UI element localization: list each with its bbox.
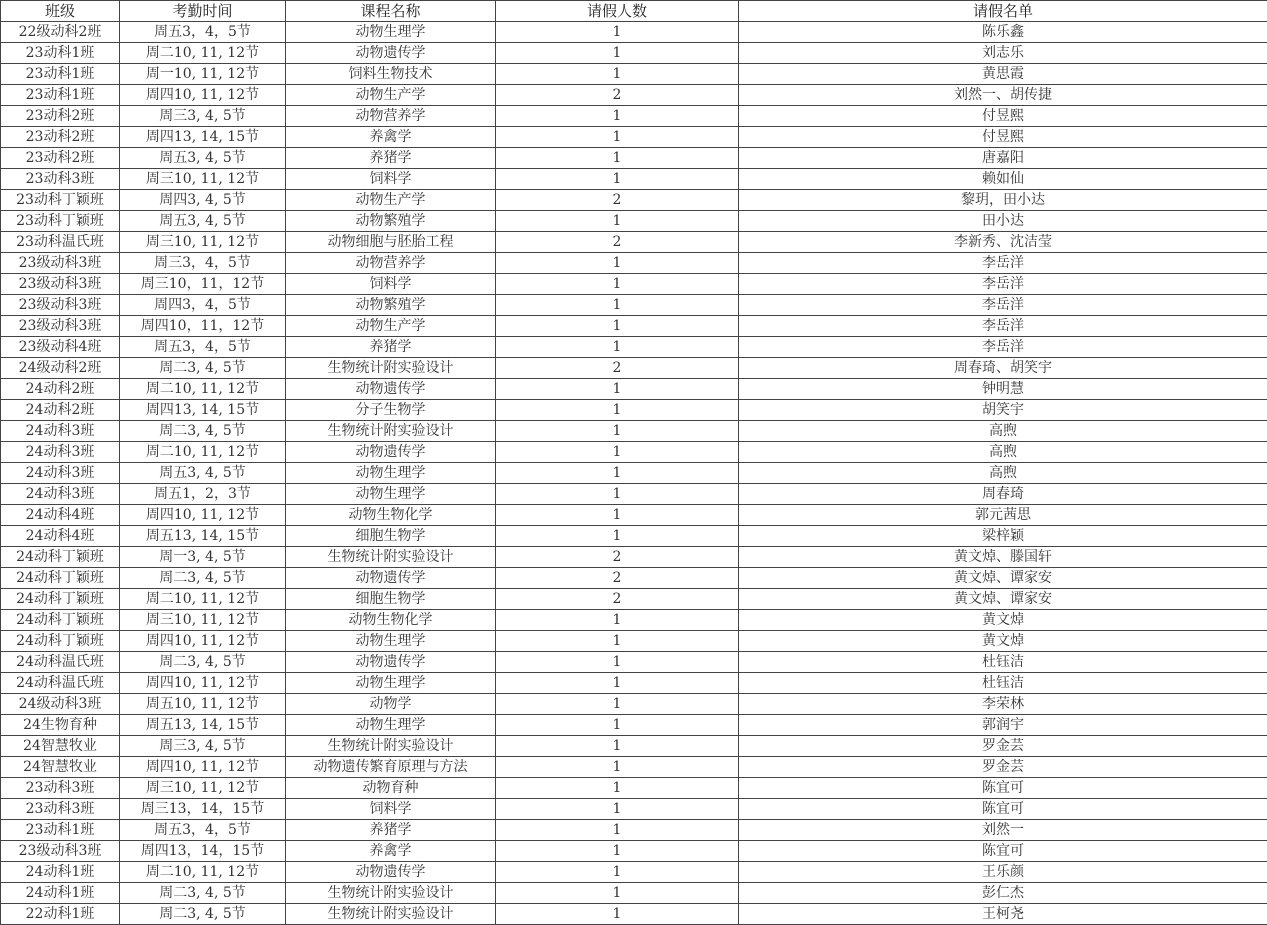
cell-class[interactable]: 23级动科3班: [1, 253, 120, 274]
cell-leave-count[interactable]: 1: [496, 211, 739, 232]
cell-leave-count[interactable]: 1: [496, 715, 739, 736]
cell-class[interactable]: 24动科1班: [1, 883, 120, 904]
cell-leave-count[interactable]: 2: [496, 232, 739, 253]
cell-course-name[interactable]: 动物繁殖学: [286, 295, 496, 316]
cell-course-name[interactable]: 动物遗传学: [286, 442, 496, 463]
cell-attendance-time[interactable]: 周五1，2，3节: [120, 484, 286, 505]
cell-leave-names[interactable]: 付昱熙: [739, 127, 1267, 148]
cell-attendance-time[interactable]: 周四10, 11, 12节: [120, 673, 286, 694]
table-header: [1, 1, 1267, 22]
cell-leave-count[interactable]: 1: [496, 652, 739, 673]
cell-leave-names[interactable]: 唐嘉阳: [739, 148, 1267, 169]
cell-attendance-time[interactable]: 周二3, 4, 5节: [120, 358, 286, 379]
cell-leave-names[interactable]: 陈宜可: [739, 778, 1267, 799]
cell-class[interactable]: 24动科丁颖班: [1, 631, 120, 652]
cell-leave-count[interactable]: 1: [496, 169, 739, 190]
cell-class[interactable]: 23动科2班: [1, 106, 120, 127]
table-row: [1, 547, 1267, 568]
cell-class[interactable]: 24动科3班: [1, 442, 120, 463]
table-row: [1, 64, 1267, 85]
cell-leave-count[interactable]: 1: [496, 736, 739, 757]
table-row: [1, 631, 1267, 652]
cell-attendance-time[interactable]: 周三3, 4, 5节: [120, 736, 286, 757]
cell-class[interactable]: 23级动科4班: [1, 337, 120, 358]
cell-leave-count[interactable]: 1: [496, 526, 739, 547]
cell-class[interactable]: 24动科温氏班: [1, 652, 120, 673]
cell-class[interactable]: 24级动科3班: [1, 694, 120, 715]
cell-course-name[interactable]: 养禽学: [286, 127, 496, 148]
table-row: [1, 505, 1267, 526]
cell-leave-count[interactable]: 1: [496, 22, 739, 43]
cell-course-name[interactable]: 动物生产学: [286, 190, 496, 211]
cell-class[interactable]: 23动科1班: [1, 64, 120, 85]
cell-attendance-time[interactable]: 周三10, 11, 12节: [120, 610, 286, 631]
cell-class[interactable]: 23动科1班: [1, 820, 120, 841]
cell-leave-names[interactable]: 胡笑宇: [739, 400, 1267, 421]
table-row: [1, 883, 1267, 904]
table-row: [1, 652, 1267, 673]
cell-course-name[interactable]: 生物统计附实验设计: [286, 883, 496, 904]
cell-course-name[interactable]: 动物营养学: [286, 106, 496, 127]
cell-leave-count[interactable]: 1: [496, 43, 739, 64]
cell-attendance-time[interactable]: 周三13，14，15节: [120, 799, 286, 820]
cell-course-name[interactable]: 动物学: [286, 694, 496, 715]
header-row: [1, 1, 1267, 22]
cell-attendance-time[interactable]: 周四13, 14, 15节: [120, 400, 286, 421]
cell-leave-names[interactable]: 李岳洋: [739, 316, 1267, 337]
cell-class[interactable]: 23级动科3班: [1, 295, 120, 316]
cell-attendance-time[interactable]: 周五13, 14, 15节: [120, 526, 286, 547]
cell-course-name[interactable]: 分子生物学: [286, 400, 496, 421]
cell-leave-count[interactable]: 2: [496, 589, 739, 610]
cell-course-name[interactable]: 饲料生物技术: [286, 64, 496, 85]
cell-course-name[interactable]: 动物生产学: [286, 85, 496, 106]
cell-leave-names[interactable]: 梁梓颖: [739, 526, 1267, 547]
cell-attendance-time[interactable]: 周二10, 11, 12节: [120, 379, 286, 400]
cell-leave-count[interactable]: 1: [496, 505, 739, 526]
table-row: [1, 22, 1267, 43]
cell-leave-names[interactable]: 罗金芸: [739, 736, 1267, 757]
table-row: [1, 841, 1267, 862]
cell-leave-names[interactable]: 李岳洋: [739, 295, 1267, 316]
table-row: [1, 673, 1267, 694]
table-row: [1, 316, 1267, 337]
cell-course-name[interactable]: 生物统计附实验设计: [286, 904, 496, 925]
cell-leave-names[interactable]: 刘然一: [739, 820, 1267, 841]
cell-leave-count[interactable]: 1: [496, 673, 739, 694]
cell-attendance-time[interactable]: 周五10, 11, 12节: [120, 694, 286, 715]
cell-leave-names[interactable]: 周春琦: [739, 484, 1267, 505]
cell-course-name[interactable]: 养猪学: [286, 148, 496, 169]
cell-attendance-time[interactable]: 周四13, 14, 15节: [120, 127, 286, 148]
table-body: [1, 22, 1267, 925]
cell-leave-names[interactable]: 李岳洋: [739, 274, 1267, 295]
cell-attendance-time[interactable]: 周二3, 4, 5节: [120, 568, 286, 589]
header-leave-count[interactable]: 请假人数: [496, 1, 739, 22]
cell-leave-names[interactable]: 刘然一、胡传捷: [739, 85, 1267, 106]
cell-leave-count[interactable]: 1: [496, 820, 739, 841]
cell-leave-names[interactable]: 罗金芸: [739, 757, 1267, 778]
cell-course-name[interactable]: 养禽学: [286, 841, 496, 862]
table-row: [1, 148, 1267, 169]
table-row: [1, 442, 1267, 463]
cell-course-name[interactable]: 动物遗传学: [286, 568, 496, 589]
cell-course-name[interactable]: 动物生产学: [286, 316, 496, 337]
cell-leave-names[interactable]: 王柯尧: [739, 904, 1267, 925]
cell-course-name[interactable]: 动物生理学: [286, 673, 496, 694]
cell-course-name[interactable]: 饲料学: [286, 169, 496, 190]
cell-leave-names[interactable]: 李岳洋: [739, 337, 1267, 358]
table-row: [1, 778, 1267, 799]
cell-class[interactable]: 24动科4班: [1, 505, 120, 526]
cell-class[interactable]: 24动科1班: [1, 862, 120, 883]
cell-class[interactable]: 24动科3班: [1, 463, 120, 484]
cell-leave-count[interactable]: 1: [496, 295, 739, 316]
cell-leave-names[interactable]: 高煦: [739, 463, 1267, 484]
cell-attendance-time[interactable]: 周二10, 11, 12节: [120, 442, 286, 463]
cell-course-name[interactable]: 动物遗传繁育原理与方法: [286, 757, 496, 778]
cell-course-name[interactable]: 动物营养学: [286, 253, 496, 274]
cell-course-name[interactable]: 动物生理学: [286, 715, 496, 736]
cell-attendance-time[interactable]: 周四3，4，5节: [120, 295, 286, 316]
cell-attendance-time[interactable]: 周四10, 11, 12节: [120, 505, 286, 526]
cell-course-name[interactable]: 动物生物化学: [286, 505, 496, 526]
table-row: [1, 715, 1267, 736]
cell-leave-names[interactable]: 赖如仙: [739, 169, 1267, 190]
table-row: [1, 358, 1267, 379]
table-row: [1, 862, 1267, 883]
cell-attendance-time[interactable]: 周五3, 4, 5节: [120, 211, 286, 232]
cell-course-name[interactable]: 生物统计附实验设计: [286, 547, 496, 568]
cell-course-name[interactable]: 动物生理学: [286, 463, 496, 484]
cell-course-name[interactable]: 养猪学: [286, 820, 496, 841]
cell-leave-count[interactable]: 1: [496, 778, 739, 799]
header-leave-names[interactable]: 请假名单: [739, 1, 1267, 22]
cell-class[interactable]: 24动科2班: [1, 379, 120, 400]
cell-attendance-time[interactable]: 周三10, 11, 12节: [120, 232, 286, 253]
cell-attendance-time[interactable]: 周四10, 11, 12节: [120, 85, 286, 106]
cell-leave-names[interactable]: 黄文焯: [739, 610, 1267, 631]
table-row: [1, 820, 1267, 841]
table-row: [1, 484, 1267, 505]
cell-leave-count[interactable]: 1: [496, 379, 739, 400]
cell-attendance-time[interactable]: 周二3, 4, 5节: [120, 421, 286, 442]
cell-leave-names[interactable]: 李岳洋: [739, 253, 1267, 274]
table-row: [1, 799, 1267, 820]
table-row: [1, 421, 1267, 442]
cell-leave-count[interactable]: 2: [496, 547, 739, 568]
cell-leave-names[interactable]: 陈宜可: [739, 841, 1267, 862]
cell-attendance-time[interactable]: 周五13, 14, 15节: [120, 715, 286, 736]
cell-class[interactable]: 24动科丁颖班: [1, 610, 120, 631]
cell-leave-names[interactable]: 钟明慧: [739, 379, 1267, 400]
cell-attendance-time[interactable]: 周一3, 4, 5节: [120, 547, 286, 568]
cell-class[interactable]: 24动科3班: [1, 421, 120, 442]
cell-class[interactable]: 24动科丁颖班: [1, 589, 120, 610]
cell-leave-count[interactable]: 1: [496, 862, 739, 883]
cell-leave-count[interactable]: 1: [496, 400, 739, 421]
cell-leave-names[interactable]: 杜钰洁: [739, 652, 1267, 673]
header-class[interactable]: 班级: [1, 1, 120, 22]
cell-class[interactable]: 23级动科3班: [1, 841, 120, 862]
cell-leave-count[interactable]: 1: [496, 64, 739, 85]
cell-class[interactable]: 23动科3班: [1, 169, 120, 190]
cell-leave-names[interactable]: 黎玥，田小达: [739, 190, 1267, 211]
cell-attendance-time[interactable]: 周五3, 4, 5节: [120, 148, 286, 169]
cell-attendance-time[interactable]: 周二3, 4, 5节: [120, 652, 286, 673]
cell-class[interactable]: 22动科1班: [1, 904, 120, 925]
cell-attendance-time[interactable]: 周四3, 4, 5节: [120, 190, 286, 211]
cell-class[interactable]: 23动科2班: [1, 127, 120, 148]
cell-course-name[interactable]: 动物遗传学: [286, 652, 496, 673]
cell-leave-count[interactable]: 1: [496, 484, 739, 505]
table-row: [1, 337, 1267, 358]
cell-leave-count[interactable]: 1: [496, 904, 739, 925]
table-row: [1, 463, 1267, 484]
table-row: [1, 736, 1267, 757]
cell-class[interactable]: 24动科2班: [1, 400, 120, 421]
table-row: [1, 295, 1267, 316]
cell-leave-names[interactable]: 付昱熙: [739, 106, 1267, 127]
cell-leave-count[interactable]: 1: [496, 799, 739, 820]
table-row: [1, 106, 1267, 127]
cell-course-name[interactable]: 动物繁殖学: [286, 211, 496, 232]
table-row: [1, 568, 1267, 589]
cell-class[interactable]: 23动科3班: [1, 778, 120, 799]
cell-course-name[interactable]: 饲料学: [286, 799, 496, 820]
cell-class[interactable]: 23级动科3班: [1, 274, 120, 295]
cell-course-name[interactable]: 动物遗传学: [286, 862, 496, 883]
cell-course-name[interactable]: 动物遗传学: [286, 43, 496, 64]
table-row: [1, 127, 1267, 148]
table-row: [1, 526, 1267, 547]
cell-leave-count[interactable]: 1: [496, 463, 739, 484]
cell-course-name[interactable]: 细胞生物学: [286, 526, 496, 547]
cell-leave-names[interactable]: 刘志乐: [739, 43, 1267, 64]
cell-leave-count[interactable]: 2: [496, 358, 739, 379]
cell-class[interactable]: 23级动科3班: [1, 316, 120, 337]
table-row: [1, 904, 1267, 925]
table-row: [1, 694, 1267, 715]
cell-leave-names[interactable]: 黄文焯、谭家安: [739, 589, 1267, 610]
cell-class[interactable]: 24动科温氏班: [1, 673, 120, 694]
cell-course-name[interactable]: 动物遗传学: [286, 379, 496, 400]
cell-attendance-time[interactable]: 周二10, 11, 12节: [120, 589, 286, 610]
cell-attendance-time[interactable]: 周三10, 11, 12节: [120, 778, 286, 799]
cell-leave-count[interactable]: 1: [496, 757, 739, 778]
table-row: [1, 379, 1267, 400]
cell-leave-count[interactable]: 1: [496, 694, 739, 715]
cell-leave-count[interactable]: 2: [496, 190, 739, 211]
cell-leave-names[interactable]: 王乐颜: [739, 862, 1267, 883]
table-row: [1, 610, 1267, 631]
cell-course-name[interactable]: 动物生物化学: [286, 610, 496, 631]
table-row: [1, 400, 1267, 421]
table-row: [1, 190, 1267, 211]
cell-leave-names[interactable]: 杜钰洁: [739, 673, 1267, 694]
cell-course-name[interactable]: 生物统计附实验设计: [286, 736, 496, 757]
cell-attendance-time[interactable]: 周二3, 4, 5节: [120, 883, 286, 904]
table-row: [1, 757, 1267, 778]
cell-leave-count[interactable]: 1: [496, 841, 739, 862]
cell-leave-count[interactable]: 1: [496, 337, 739, 358]
cell-leave-count[interactable]: 1: [496, 274, 739, 295]
cell-leave-count[interactable]: 1: [496, 883, 739, 904]
cell-class[interactable]: 23动科1班: [1, 43, 120, 64]
cell-attendance-time[interactable]: 周四10，11，12节: [120, 316, 286, 337]
cell-attendance-time[interactable]: 周四10, 11, 12节: [120, 631, 286, 652]
cell-class[interactable]: 24智慧牧业: [1, 736, 120, 757]
cell-course-name[interactable]: 动物细胞与胚胎工程: [286, 232, 496, 253]
cell-leave-count[interactable]: 1: [496, 148, 739, 169]
cell-attendance-time[interactable]: 周五3，4，5节: [120, 820, 286, 841]
table-row: [1, 274, 1267, 295]
cell-attendance-time[interactable]: 周四10, 11, 12节: [120, 757, 286, 778]
header-course-name[interactable]: 课程名称: [286, 1, 496, 22]
cell-class[interactable]: 24级动科2班: [1, 358, 120, 379]
cell-attendance-time[interactable]: 周三3, 4, 5节: [120, 106, 286, 127]
cell-attendance-time[interactable]: 周三3，4，5节: [120, 253, 286, 274]
cell-course-name[interactable]: 生物统计附实验设计: [286, 358, 496, 379]
cell-class[interactable]: 23动科丁颖班: [1, 211, 120, 232]
cell-attendance-time[interactable]: 周二10, 11, 12节: [120, 862, 286, 883]
cell-leave-names[interactable]: 李荣林: [739, 694, 1267, 715]
cell-leave-count[interactable]: 1: [496, 316, 739, 337]
cell-class[interactable]: 24动科丁颖班: [1, 547, 120, 568]
cell-class[interactable]: 23动科温氏班: [1, 232, 120, 253]
cell-leave-count[interactable]: 2: [496, 85, 739, 106]
cell-attendance-time[interactable]: 周一10, 11, 12节: [120, 64, 286, 85]
cell-class[interactable]: 24动科4班: [1, 526, 120, 547]
cell-attendance-time[interactable]: 周三10，11，12节: [120, 274, 286, 295]
cell-class[interactable]: 23动科3班: [1, 799, 120, 820]
cell-leave-names[interactable]: 黄思霞: [739, 64, 1267, 85]
cell-leave-names[interactable]: 郭润宇: [739, 715, 1267, 736]
cell-leave-count[interactable]: 2: [496, 568, 739, 589]
table-row: [1, 43, 1267, 64]
cell-leave-count[interactable]: 1: [496, 610, 739, 631]
cell-leave-count[interactable]: 1: [496, 106, 739, 127]
cell-attendance-time[interactable]: 周二10, 11, 12节: [120, 43, 286, 64]
table-row: [1, 211, 1267, 232]
cell-course-name[interactable]: 动物生理学: [286, 631, 496, 652]
cell-leave-names[interactable]: 彭仁杰: [739, 883, 1267, 904]
cell-leave-count[interactable]: 1: [496, 631, 739, 652]
cell-class[interactable]: 22级动科2班: [1, 22, 120, 43]
table-row: [1, 85, 1267, 106]
cell-attendance-time[interactable]: 周五3, 4, 5节: [120, 463, 286, 484]
table-row: [1, 169, 1267, 190]
table-row: [1, 589, 1267, 610]
cell-leave-count[interactable]: 1: [496, 253, 739, 274]
cell-leave-names[interactable]: 郭元茜思: [739, 505, 1267, 526]
cell-attendance-time[interactable]: 周五3，4，5节: [120, 337, 286, 358]
cell-attendance-time[interactable]: 周二3, 4, 5节: [120, 904, 286, 925]
cell-leave-names[interactable]: 黄文焯、滕国轩: [739, 547, 1267, 568]
cell-leave-names[interactable]: 周春琦、胡笑宇: [739, 358, 1267, 379]
cell-leave-names[interactable]: 黄文焯: [739, 631, 1267, 652]
cell-leave-names[interactable]: 陈乐鑫: [739, 22, 1267, 43]
cell-attendance-time[interactable]: 周四13，14，15节: [120, 841, 286, 862]
cell-attendance-time[interactable]: 周五3，4，5节: [120, 22, 286, 43]
cell-leave-names[interactable]: 李新秀、沈洁莹: [739, 232, 1267, 253]
cell-class[interactable]: 24生物育种: [1, 715, 120, 736]
cell-leave-names[interactable]: 黄文焯、谭家安: [739, 568, 1267, 589]
cell-class[interactable]: 23动科丁颖班: [1, 190, 120, 211]
cell-course-name[interactable]: 细胞生物学: [286, 589, 496, 610]
cell-leave-names[interactable]: 高煦: [739, 421, 1267, 442]
cell-course-name[interactable]: 动物育种: [286, 778, 496, 799]
table-row: [1, 232, 1267, 253]
cell-leave-names[interactable]: 田小达: [739, 211, 1267, 232]
cell-leave-names[interactable]: 高煦: [739, 442, 1267, 463]
cell-leave-count[interactable]: 1: [496, 421, 739, 442]
cell-attendance-time[interactable]: 周三10, 11, 12节: [120, 169, 286, 190]
cell-class[interactable]: 23动科1班: [1, 85, 120, 106]
cell-leave-count[interactable]: 1: [496, 127, 739, 148]
cell-course-name[interactable]: 动物生理学: [286, 22, 496, 43]
header-attendance-time[interactable]: 考勤时间: [120, 1, 286, 22]
table-row: [1, 253, 1267, 274]
cell-course-name[interactable]: 生物统计附实验设计: [286, 421, 496, 442]
cell-course-name[interactable]: 饲料学: [286, 274, 496, 295]
cell-class[interactable]: 24智慧牧业: [1, 757, 120, 778]
cell-leave-count[interactable]: 1: [496, 442, 739, 463]
cell-class[interactable]: 24动科丁颖班: [1, 568, 120, 589]
cell-class[interactable]: 23动科2班: [1, 148, 120, 169]
cell-leave-names[interactable]: 陈宜可: [739, 799, 1267, 820]
cell-class[interactable]: 24动科3班: [1, 484, 120, 505]
cell-course-name[interactable]: 动物生理学: [286, 484, 496, 505]
cell-course-name[interactable]: 养猪学: [286, 337, 496, 358]
